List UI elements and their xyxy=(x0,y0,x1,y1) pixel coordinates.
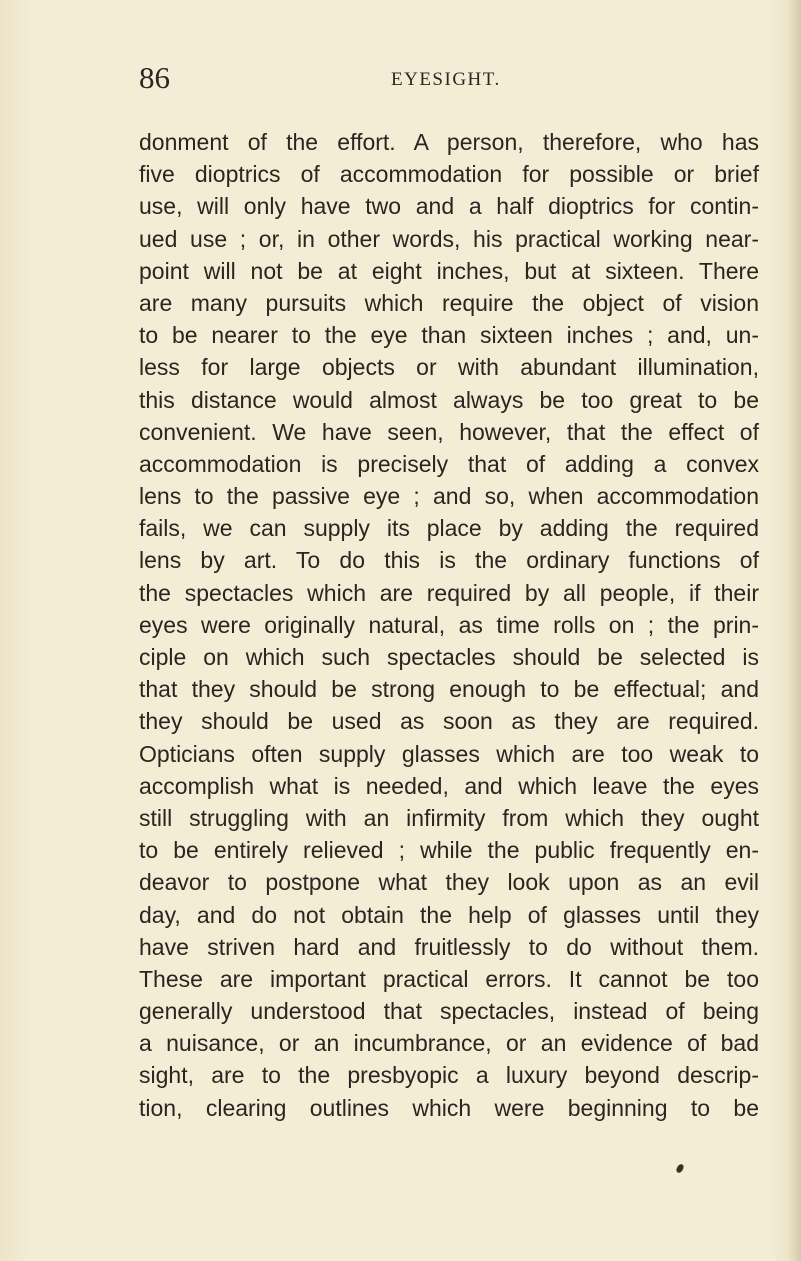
page-edge-shadow xyxy=(787,0,801,1261)
text-line: ciple on which such spectacles should be selected is xyxy=(139,644,759,670)
text-line: less for large objects or with abundant illumination, xyxy=(139,354,759,381)
text-line: lens to the passive eye ; and so, when accommodation xyxy=(139,483,759,510)
text-line: this distance would almost always be too great to be xyxy=(139,386,759,413)
text-line: eyes were originally natural, as time rolls on ; the prin- xyxy=(139,611,759,638)
text-line: they should be used as soon as they are required. xyxy=(139,708,759,735)
text-line: have striven hard and fruitlessly to do without them. xyxy=(139,933,759,960)
text-line: lens by art. To do this is the ordinary functions of xyxy=(139,547,759,574)
text-line: accommodation is precisely that of adding a convex xyxy=(139,450,759,477)
text-line: sight, are to the presbyopic a luxury beyond descrip- xyxy=(139,1062,759,1089)
text-line: point will not be at eight inches, but at sixteen. There xyxy=(139,257,759,284)
page-header xyxy=(139,60,689,100)
text-line: These are important practical errors. It cannot be too xyxy=(139,965,759,992)
text-line: day, and do not obtain the help of glasses until they xyxy=(139,901,759,928)
text-line: generally understood that spectacles, instead of being xyxy=(139,998,759,1025)
page-number: 86 xyxy=(139,60,170,95)
text-line: Opticians often supply glasses which are too weak to xyxy=(139,740,759,767)
running-head: EYESIGHT. xyxy=(391,69,501,90)
text-line: donment of the effort. A person, therefore, who has xyxy=(139,129,759,155)
text-line: ued use ; or, in other words, his practical working near- xyxy=(139,225,759,252)
text-line: five dioptrics of accommodation for possible or brief xyxy=(139,161,759,188)
text-line: that they should be strong enough to be effectual; and xyxy=(139,676,759,703)
text-line: fails, we can supply its place by adding the required xyxy=(139,515,759,542)
body-text xyxy=(139,126,759,1124)
text-line: a nuisance, or an incumbrance, or an evidence of bad xyxy=(139,1030,759,1057)
text-line: deavor to postpone what they look upon as an evil xyxy=(139,869,759,896)
text-line: to be nearer to the eye than sixteen inches ; and, un- xyxy=(139,322,759,349)
text-line: convenient. We have seen, however, that the effect of xyxy=(139,418,759,445)
ink-speck xyxy=(675,1163,684,1174)
text-line: use, will only have two and a half dioptrics for contin- xyxy=(139,193,759,220)
text-line: the spectacles which are required by all people, if their xyxy=(139,579,759,606)
text-line: are many pursuits which require the object of vision xyxy=(139,289,759,316)
text-line: tion, clearing outlines which were beginning to be xyxy=(139,1094,759,1121)
text-line: to be entirely relieved ; while the public frequently en- xyxy=(139,837,759,864)
text-line: still struggling with an infirmity from which they ought xyxy=(139,804,759,831)
text-line: accomplish what is needed, and which leave the eyes xyxy=(139,772,759,799)
